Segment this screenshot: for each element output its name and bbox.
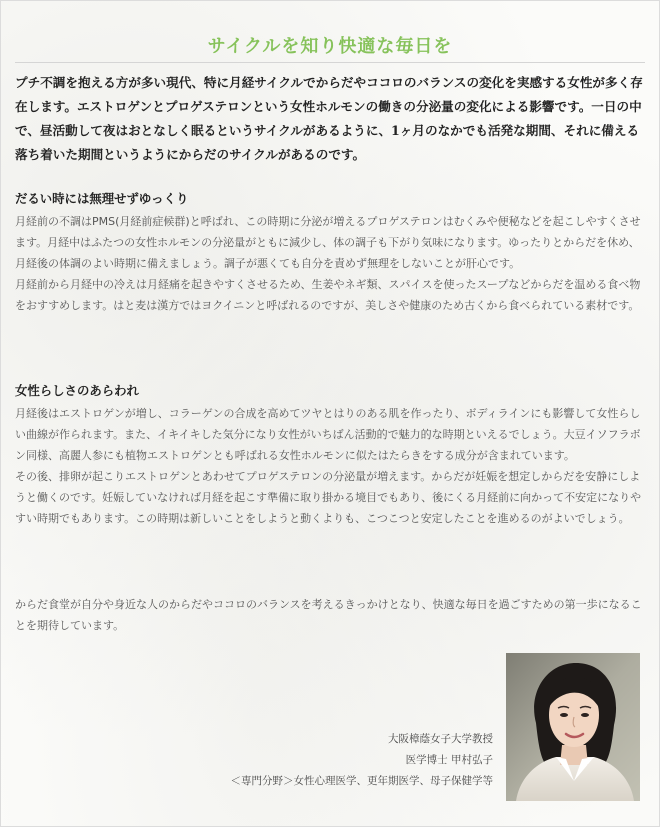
intro-paragraph: プチ不調を抱える方が多い現代、特に月経サイクルでからだやココロのバランスの変化を実感する女性が多く存在します。エストロゲンとプロゲステロンという女性ホルモンの働きの分泌量の変化による影響です。一日の中で、昼活動して夜はおとなしく眠るというサイクルがあるように、1ヶ月のなかでも活発な期間、それに備える落ち着いた期間というようにからだのサイクルがあるのです。 (15, 75, 643, 162)
paragraph: 月経前から月経中の冷えは月経痛を起きやすくさせるため、生姜やネギ類、スパイスを使ったスープなどからだを温める食べ物をおすすめします。はと麦は漢方ではヨクイニンと呼ばれるのですが、美しさや健康のため古くから食べられている素材です。 (15, 278, 641, 312)
author-name: 医学博士 甲村弘子 (405, 754, 493, 766)
paragraph: 月経後はエストロゲンが増し、コラーゲンの合成を高めてツヤとはりのある肌を作ったり、ボディラインにも影響して女性らしい曲線が作られます。また、イキイキした気分になり女性がいちばん活動的で魅力的な時期といえるでしょう。大豆イソフラボン同様、高麗人参にも植物エストロゲンとも呼ばれる女性ホルモンに似たはたらきをする成分が含まれています。 (15, 407, 641, 462)
paragraph: その後、排卵が起こりエストロゲンとあわせてプロゲステロンの分泌量が増えます。からだが妊娠を想定しからだを安静にしようと働くのです。妊娠していなければ月経を起こす準備に取り掛かる境目でもあり、後にくる月経前に向かって不安定になりやすい時期でもあります。この時期は新しいことをしようと動くよりも、こつこつと安定したことを進めるのがよいでしょう。 (15, 470, 642, 525)
page-title: サイクルを知り快適な毎日を (207, 36, 453, 58)
section-body-rest (15, 211, 647, 316)
portrait-photo (506, 653, 640, 801)
paragraph: 月経前の不調はPMS(月経前症候群)と呼ばれ、この時期に分泌が増えるプロゲステロンはむくみや便秘などを起こしやすくさせます。月経中はふたつの女性ホルモンの分泌量がともに減少し、体の調子も下がり気味になります。ゆったりとからだを休め、月経後の体調のよい時期に備えましょう。調子が悪くても自分を責めず無理をしないことが肝心です。 (15, 215, 641, 270)
author-affiliation: 大阪樟蔭女子大学教授 (388, 733, 493, 745)
section-heading-femininity: 女性らしさのあらわれ (15, 383, 139, 398)
title-divider (15, 62, 645, 63)
author-specialty: ＜専門分野＞女性心理医学、更年期医学、母子保健学等 (230, 775, 493, 787)
section-heading-rest: だるい時には無理せずゆっくり (15, 191, 189, 206)
author-profile (231, 729, 494, 792)
section-body-femininity (15, 403, 647, 529)
closing-paragraph: からだ食堂が自分や身近な人のからだやココロのバランスを考えるきっかけとなり、快適な毎日を過ごすための第一歩になることを期待しています。 (15, 598, 642, 632)
